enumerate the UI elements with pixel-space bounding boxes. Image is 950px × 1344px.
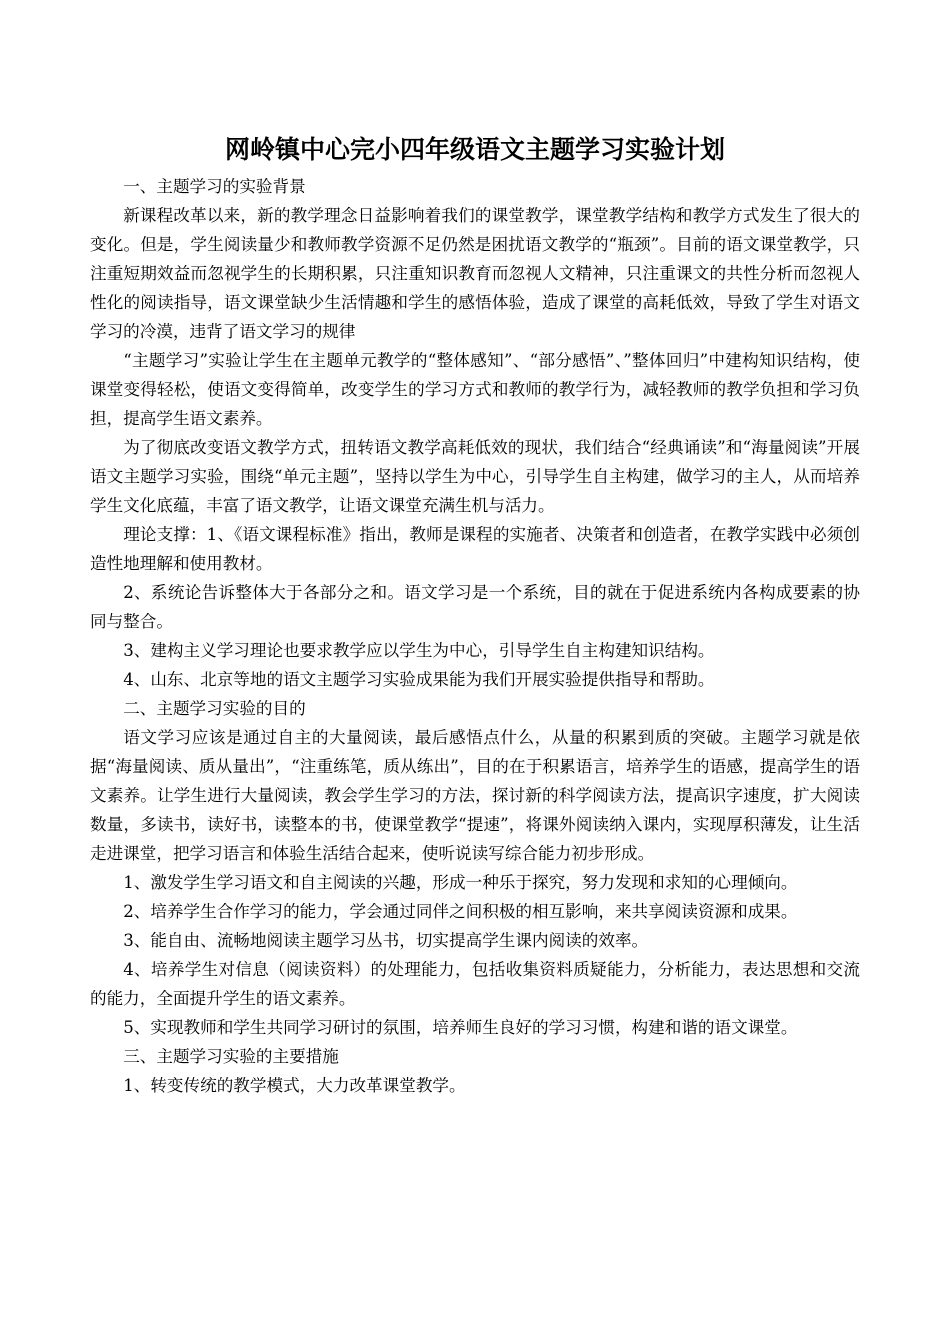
paragraph: 3、建构主义学习理论也要求教学应以学生为中心，引导学生自主构建知识结构。 — [123, 641, 715, 660]
paragraph: 2、培养学生合作学习的能力，学会通过同伴之间积极的相互影响，来共享阅读资源和成果。 — [123, 902, 798, 921]
section-heading-background: 一、主题学习的实验背景 — [123, 177, 306, 196]
paragraph: 4、培养学生对信息（阅读资料）的处理能力，包括收集资料质疑能力，分析能力，表达思想和交流的能力，全面提升学生的语文素养。 — [90, 960, 860, 1008]
paragraph: 1、激发学生学习语文和自主阅读的兴趣，形成一种乐于探究，努力发现和求知的心理倾向。 — [123, 873, 798, 892]
paragraph: 新课程改革以来，新的教学理念日益影响着我们的课堂教学，课堂教学结构和教学方式发生了很大的变化。但是，学生阅读量少和教师教学资源不足仍然是困扰语文教学的“瓶颈”。目前的语文课堂教学，只注重短期效益而忽视学生的长期积累，只注重知识教育而忽视人文精神，只注重课文的共性分析而忽视人性化的阅读指导，语文课堂缺少生活情趣和学生的感悟体验，造成了课堂的高耗低效，导致了学生对语文学习的冷漠，违背了语文学习的规律 — [90, 206, 860, 341]
document-page — [90, 130, 860, 1100]
paragraph: 理论支撑：1、《语文课程标准》指出，教师是课程的实施者、决策者和创造者，在教学实践中必须创造性地理解和使用教材。 — [90, 525, 860, 573]
paragraph: 语文学习应该是通过自主的大量阅读，最后感悟点什么，从量的积累到质的突破。主题学习就是依据“海量阅读、质从量出”，“注重练笔，质从练出”，目的在于积累语言，培养学生的语感，提高学生的语文素养。让学生进行大量阅读，教会学生学习的方法，探讨新的科学阅读方法，提高识字速度，扩大阅读数量，多读书，读好书，读整本的书，使课堂教学“提速”，将课外阅读纳入课内，实现厚积薄发，让生活走进课堂，把学习语言和体验生活结合起来，使听说读写综合能力初步形成。 — [90, 728, 860, 863]
paragraph: 4、山东、北京等地的语文主题学习实验成果能为我们开展实验提供指导和帮助。 — [123, 670, 715, 689]
paragraph: 1、转变传统的教学模式，大力改革课堂教学。 — [123, 1076, 466, 1095]
paragraph: 5、实现教师和学生共同学习研讨的氛围，培养师生良好的学习习惯，构建和谐的语文课堂。 — [123, 1018, 798, 1037]
paragraph: “主题学习”实验让学生在主题单元教学的“整体感知”、“部分感悟”、”整体回归”中建构知识结构，使课堂变得轻松，使语文变得简单，改变学生的学习方式和教师的教学行为，减轻教师的教学负担和学习负担，提高学生语文素养。 — [90, 351, 860, 428]
paragraph: 为了彻底改变语文教学方式，扭转语文教学高耗低效的现状，我们结合“经典诵读”和“海量阅读”开展语文主题学习实验，围绕“单元主题”，坚持以学生为中心，引导学生自主构建，做学习的主人，从而培养学生文化底蕴，丰富了语文教学，让语文课堂充满生机与活力。 — [90, 438, 860, 515]
document-title: 网岭镇中心完小四年级语文主题学习实验计划 — [224, 135, 725, 164]
section-heading-purpose: 二、主题学习实验的目的 — [123, 699, 306, 718]
paragraph: 3、能自由、流畅地阅读主题学习丛书，切实提高学生课内阅读的效率。 — [123, 931, 649, 950]
section-heading-measures: 三、主题学习实验的主要措施 — [123, 1047, 339, 1066]
paragraph: 2、系统论告诉整体大于各部分之和。语文学习是一个系统，目的就在于促进系统内各构成要素的协同与整合。 — [90, 583, 860, 631]
